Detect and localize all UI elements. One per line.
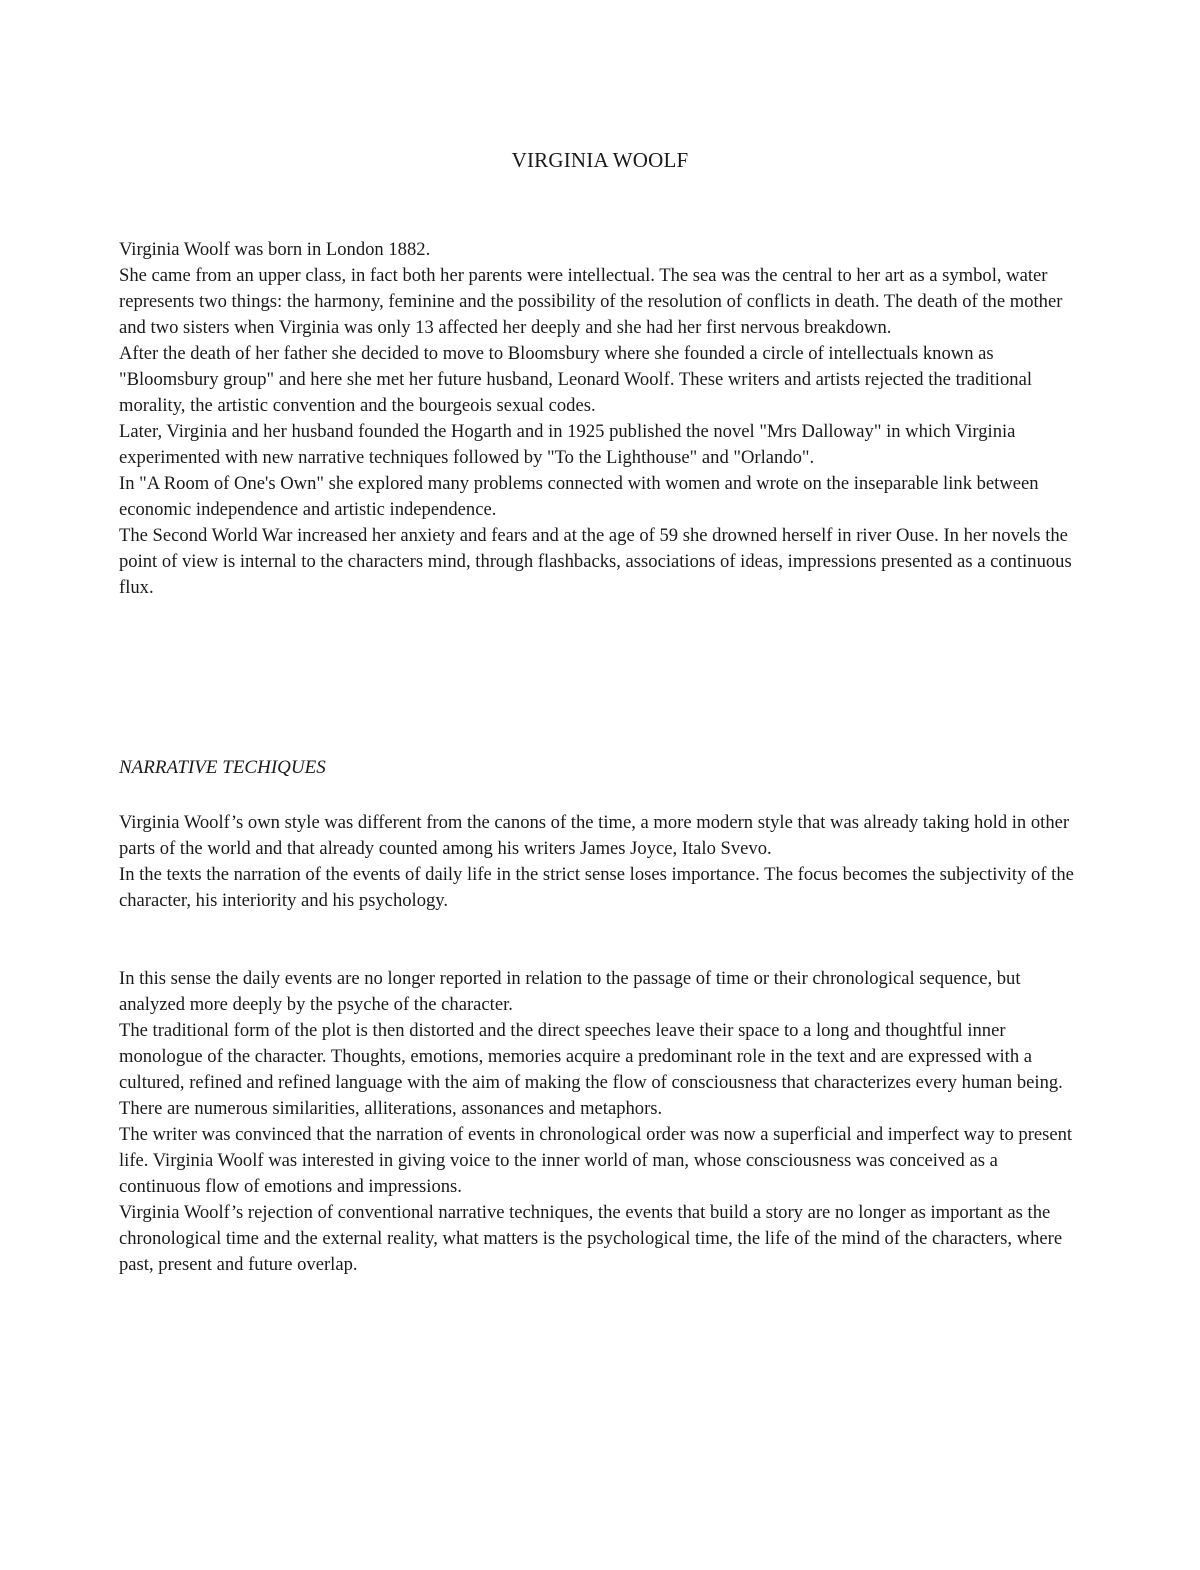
section-paragraph: In the texts the narration of the events of daily life in the strict sense loses importance. The focus becomes the subjectivity of the character, his interiority and his psychology.	[119, 864, 1074, 911]
section-paragraph: Virginia Woolf’s rejection of conventional narrative techniques, the events that build a story are no longer as important as the chronological time and the external reality, what matters is the psychological time, the life of the mind of the characters, where past, present and future overlap.	[119, 1202, 1063, 1275]
section-paragraph: In this sense the daily events are no longer reported in relation to the passage of time or their chronological sequence, but analyzed more deeply by the psyche of the character.	[119, 968, 1021, 1015]
section-paragraph: There are numerous similarities, alliterations, assonances and metaphors.	[119, 1098, 663, 1119]
intro-paragraph: After the death of her father she decided to move to Bloomsbury where she founded a circle of intellectuals known as "Bloomsbury group" and here she met her future husband, Leonard Woolf. These writers and artists rejected the traditional morality, the artistic convention and the bourgeois sexual codes.	[119, 343, 1032, 416]
intro-paragraph: She came from an upper class, in fact both her parents were intellectual. The sea was the central to her art as a symbol, water represents two things: the harmony, feminine and the possibility of the resolution of conflicts in death. The death of the mother and two sisters when Virginia was only 13 affected her deeply and she had her first nervous breakdown.	[119, 265, 1063, 338]
narrative-section-part-a	[119, 810, 1081, 914]
intro-paragraph: Virginia Woolf was born in London 1882.	[119, 239, 431, 260]
intro-paragraph: Later, Virginia and her husband founded the Hogarth and in 1925 published the novel "Mrs Dalloway" in which Virginia experimented with new narrative techniques followed by "To the Lighthouse" and "Orlando".	[119, 421, 1016, 468]
intro-paragraph: In "A Room of One's Own" she explored many problems connected with women and wrote on the inseparable link between economic independence and artistic independence.	[119, 473, 1039, 520]
section-paragraph: The traditional form of the plot is then distorted and the direct speeches leave their space to a long and thoughtful inner monologue of the character. Thoughts, emotions, memories acquire a predominant role in the text and are expressed with a cultured, refined and refined language with the aim of making the flow of consciousness that characterizes every human being.	[119, 1020, 1063, 1093]
section-paragraph: The writer was convinced that the narration of events in chronological order was now a superficial and imperfect way to present life. Virginia Woolf was interested in giving voice to the inner world of man, whose consciousness was conceived as a continuous flow of emotions and impressions.	[119, 1124, 1073, 1197]
intro-section	[119, 237, 1081, 601]
narrative-section-part-b	[119, 966, 1081, 1278]
intro-paragraph: The Second World War increased her anxiety and fears and at the age of 59 she drowned herself in river Ouse. In her novels the point of view is internal to the characters mind, through flashbacks, associations of ideas, impressions presented as a continuous flux.	[119, 525, 1072, 598]
section-heading: NARRATIVE TECHIQUES	[119, 757, 326, 778]
section-paragraph: Virginia Woolf’s own style was different from the canons of the time, a more modern style that was already taking hold in other parts of the world and that already counted among his writers James Joyce, Italo Svevo.	[119, 812, 1070, 859]
document-title: VIRGINIA WOOLF	[511, 148, 689, 172]
